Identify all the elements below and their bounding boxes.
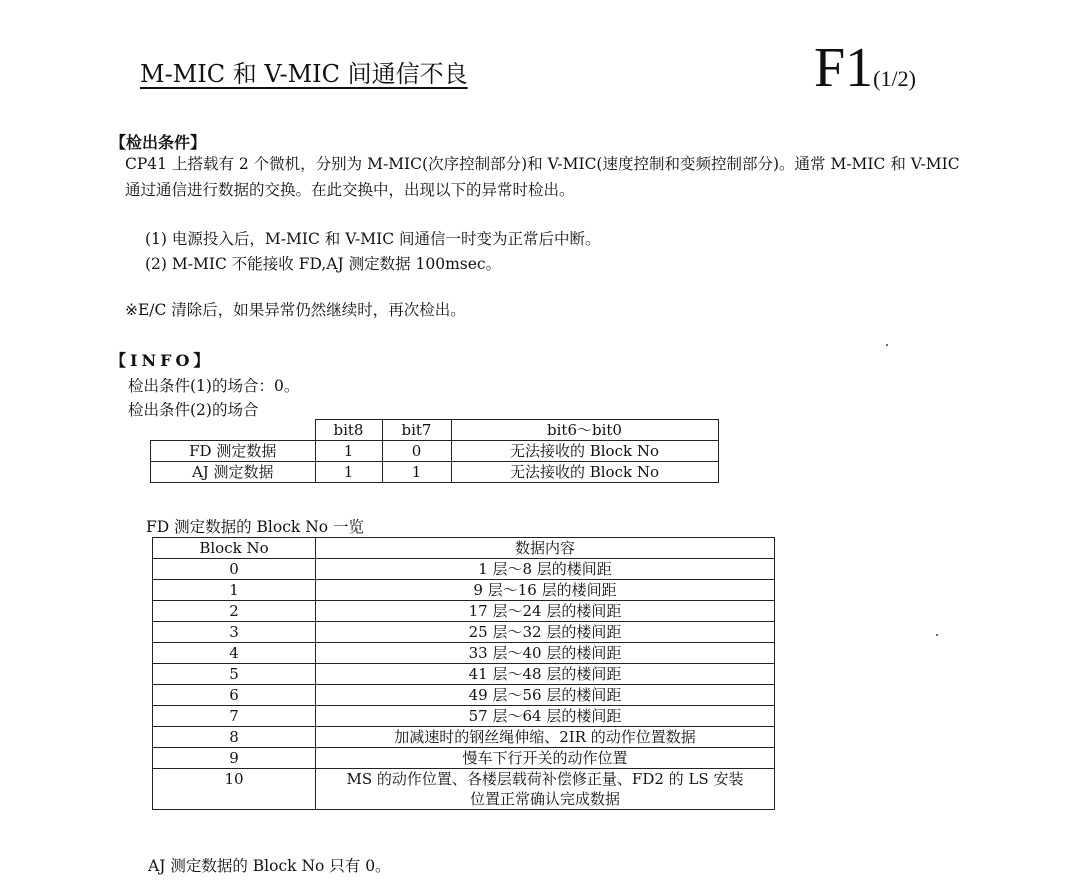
bit-header-bit7: bit7	[382, 420, 451, 441]
detection-text-line1: CP41 上搭载有 2 个微机，分别为 M-MIC(次序控制部分)和 V-MIC(速度控制和变频控制部分)。通常 M-MIC 和 V-MIC	[125, 155, 960, 173]
bit-header-bit8: bit8	[315, 420, 382, 441]
block-table	[152, 537, 775, 810]
table-row	[153, 769, 775, 810]
block-content-line1: MS 的动作位置、各楼层载荷补偿修正量、FD2 的 LS 安装	[346, 770, 744, 788]
block-no: 6	[153, 685, 316, 706]
block-no: 5	[153, 664, 316, 685]
table-row	[153, 601, 775, 622]
condition-2: (2) M-MIC 不能接收 FD,AJ 测定数据 100msec。	[145, 255, 502, 273]
error-code-main: F1	[814, 37, 874, 99]
info-condition-1: 检出条件(1)的场合：0。	[128, 377, 300, 395]
scan-speck	[936, 634, 938, 636]
aj-note: AJ 测定数据的 Block No 只有 0。	[148, 857, 391, 875]
block-content: 慢车下行开关的动作位置	[316, 748, 775, 769]
block-no: 9	[153, 748, 316, 769]
bit-cell: 1	[315, 462, 382, 483]
info-heading: 【INFO】	[110, 351, 214, 370]
page-title: M-MIC 和 V-MIC 间通信不良	[140, 60, 468, 88]
bit-cell: 1	[315, 441, 382, 462]
table-row	[153, 643, 775, 664]
bit-cell: 1	[382, 462, 451, 483]
block-content-line2: 位置正常确认完成数据	[469, 790, 620, 808]
block-no: 1	[153, 580, 316, 601]
block-no: 2	[153, 601, 316, 622]
table-row	[153, 664, 775, 685]
detection-heading: 【检出条件】	[110, 133, 207, 152]
bit-cell: 0	[382, 441, 451, 462]
bit-table	[150, 419, 719, 483]
table-row	[151, 441, 719, 462]
block-no: 0	[153, 559, 316, 580]
table-row	[153, 748, 775, 769]
block-content: 17 层～24 层的楼间距	[316, 601, 775, 622]
detection-text-line2: 通过通信进行数据的交换。在此交换中，出现以下的异常时检出。	[125, 181, 575, 199]
block-content: 49 层～56 层的楼间距	[316, 685, 775, 706]
block-content: 33 层～40 层的楼间距	[316, 643, 775, 664]
block-table-header	[153, 538, 775, 559]
bit-cell: 无法接收的 Block No	[451, 441, 718, 462]
error-code-page: (1/2)	[873, 66, 916, 91]
block-header-no: Block No	[153, 538, 316, 559]
block-content: 41 层～48 层的楼间距	[316, 664, 775, 685]
scan-speck	[886, 344, 888, 346]
block-content: 25 层～32 层的楼间距	[316, 622, 775, 643]
condition-1: (1) 电源投入后，M-MIC 和 V-MIC 间通信一时变为正常后中断。	[145, 230, 601, 248]
block-no: 3	[153, 622, 316, 643]
block-no: 7	[153, 706, 316, 727]
bit-table-header	[151, 420, 719, 441]
bit-row-label: FD 测定数据	[151, 441, 316, 462]
bit-header-bit6-0: bit6～bit0	[451, 420, 718, 441]
table-row	[153, 580, 775, 601]
table-row	[153, 685, 775, 706]
block-no: 8	[153, 727, 316, 748]
table-row	[151, 462, 719, 483]
block-content: 57 层～64 层的楼间距	[316, 706, 775, 727]
bit-header-blank	[151, 420, 316, 441]
table-row	[153, 622, 775, 643]
block-no: 10	[153, 769, 316, 810]
error-code	[814, 36, 916, 100]
block-content	[316, 769, 775, 810]
table-row	[153, 706, 775, 727]
block-header-content: 数据内容	[316, 538, 775, 559]
bit-cell: 无法接收的 Block No	[451, 462, 718, 483]
block-no: 4	[153, 643, 316, 664]
table-row	[153, 727, 775, 748]
block-content: 1 层～8 层的楼间距	[316, 559, 775, 580]
block-content: 9 层～16 层的楼间距	[316, 580, 775, 601]
reset-note: ※E/C 清除后，如果异常仍然继续时，再次检出。	[125, 301, 466, 319]
table-row	[153, 559, 775, 580]
bit-row-label: AJ 测定数据	[151, 462, 316, 483]
fd-list-title: FD 测定数据的 Block No 一览	[146, 518, 365, 536]
info-condition-2: 检出条件(2)的场合	[128, 401, 259, 419]
block-content: 加减速时的钢丝绳伸缩、2IR 的动作位置数据	[316, 727, 775, 748]
